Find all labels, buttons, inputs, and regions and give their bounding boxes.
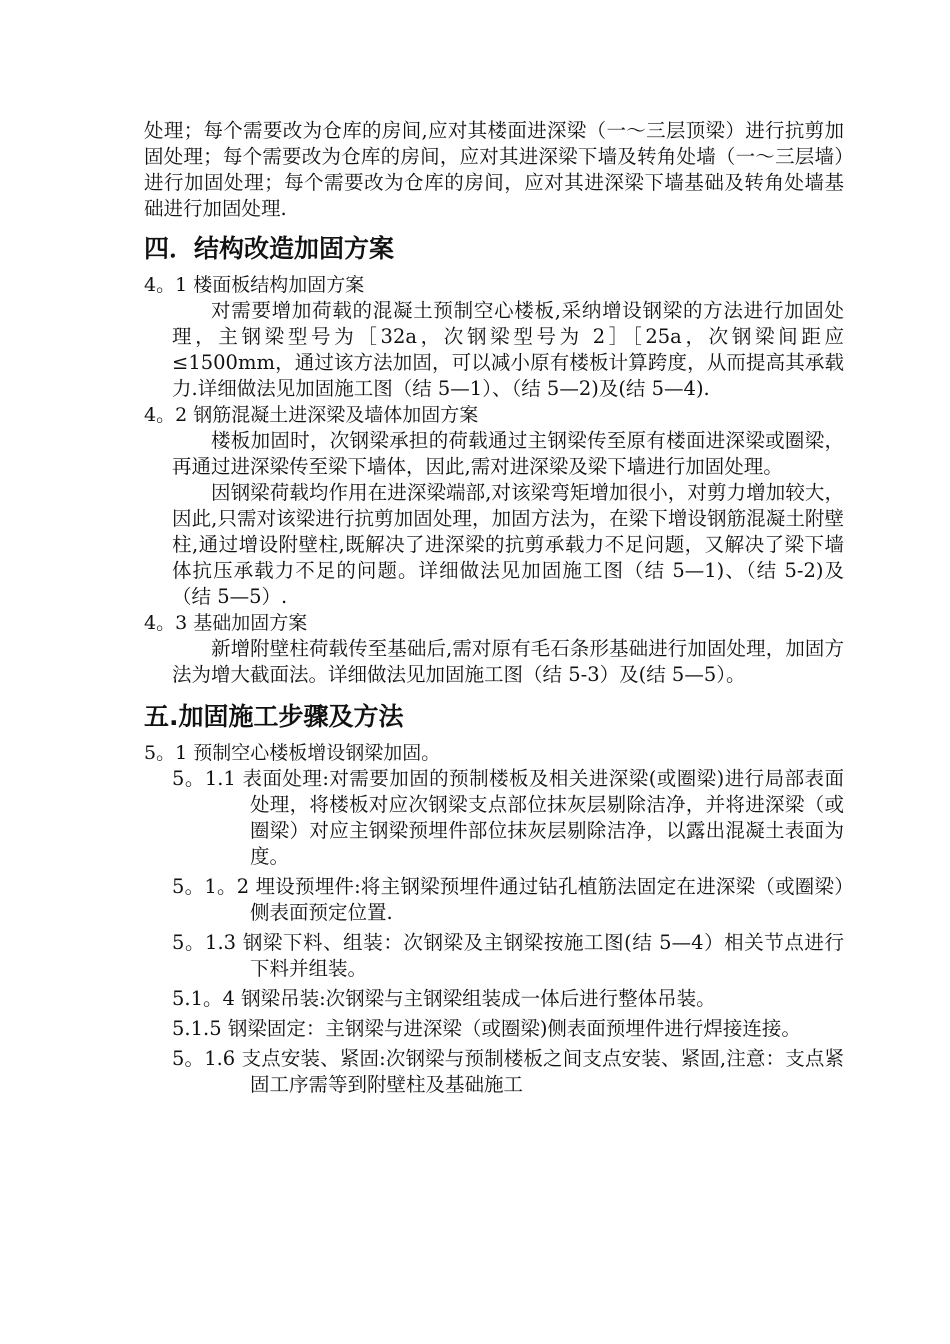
- section-4-3-heading: 4。3 基础加固方案: [144, 612, 308, 634]
- section-5-1-heading: 5。1 预制空心楼板增设钢梁加固。: [144, 742, 441, 764]
- section-4-title: 四．结构改造加固方案: [144, 234, 395, 263]
- step-5-1-5: 5.1.5 钢梁固定：主钢梁与进深梁（或圈梁)侧表面预埋件进行焊接连接。: [172, 1017, 801, 1040]
- section-4-2-body-1: 楼板加固时，次钢梁承担的荷载通过主钢梁传至原有楼面进深梁或圈梁，再通过进深梁传至梁下墙体，因此,需对进深梁及梁下墙进行加固处理。: [172, 429, 844, 478]
- step-5-1-2: 5。1。2 埋设预埋件:将主钢梁预埋件通过钻孔植筋法固定在进深梁（或圈梁）侧表面预定位置.: [172, 875, 844, 924]
- step-5-1-3: 5。1.3 钢梁下料、组装：次钢梁及主钢梁按施工图(结 5—4）相关节点进行下料并组装。: [172, 931, 844, 980]
- section-4-2-heading: 4。2 钢筋混凝土进深梁及墙体加固方案: [144, 404, 479, 426]
- section-4-1-heading: 4。1 楼面板结构加固方案: [144, 274, 365, 296]
- section-4-1-body: 对需要增加荷载的混凝土预制空心楼板,采纳增设钢梁的方法进行加固处理，主钢梁型号为［32a，次钢梁型号为 2］［25a，次钢梁间距应≤1500mm，通过该方法加固，可以减小原有楼板计算跨度，从而提高其承载力.详细做法见加固施工图（结 5—1）、（结 5—2)及(结 5—4).: [172, 299, 844, 400]
- step-5-1-4: 5.1。4 钢梁吊装:次钢梁与主钢梁组装成一体后进行整体吊装。: [172, 987, 716, 1010]
- intro-paragraph: 处理；每个需要改为仓库的房间,应对其楼面进深梁（一～三层顶梁）进行抗剪加固处理；每个需要改为仓库的房间，应对其进深梁下墙及转角处墙（一～三层墙）进行加固处理；每个需要改为仓库的房间，应对其进深梁下墙基础及转角处墙基础进行加固处理.: [144, 119, 844, 220]
- section-4-2-body-2: 因钢梁荷载均作用在进深梁端部,对该梁弯矩增加很小，对剪力增加较大，因此,只需对该梁进行抗剪加固处理，加固方法为，在梁下增设钢筋混凝土附壁柱,通过增设附壁柱,既解决了进深梁的抗剪承载力不足问题，又解决了梁下墙体抗压承载力不足的问题。详细做法见加固施工图（结 5—1)、（结 5-2)及（结 5—5）.: [172, 481, 844, 608]
- step-5-1-1: 5。1.1 表面处理:对需要加固的预制楼板及相关进深梁(或圈梁)进行局部表面处理，将楼板对应次钢梁支点部位抹灰层剔除洁净，并将进深梁（或圈梁）对应主钢梁预埋件部位抹灰层剔除洁净，以露出混凝土表面为度。: [172, 767, 844, 868]
- step-5-1-6: 5。1.6 支点安装、紧固:次钢梁与预制楼板之间支点安装、紧固,注意：支点紧固工序需等到附壁柱及基础施工: [172, 1047, 844, 1096]
- section-5-title: 五.加固施工步骤及方法: [144, 702, 404, 731]
- section-4-3-body: 新增附壁柱荷载传至基础后,需对原有毛石条形基础进行加固处理，加固方法为增大截面法。详细做法见加固施工图（结 5-3）及(结 5—5）。: [172, 637, 844, 686]
- document-body: [144, 118, 844, 1098]
